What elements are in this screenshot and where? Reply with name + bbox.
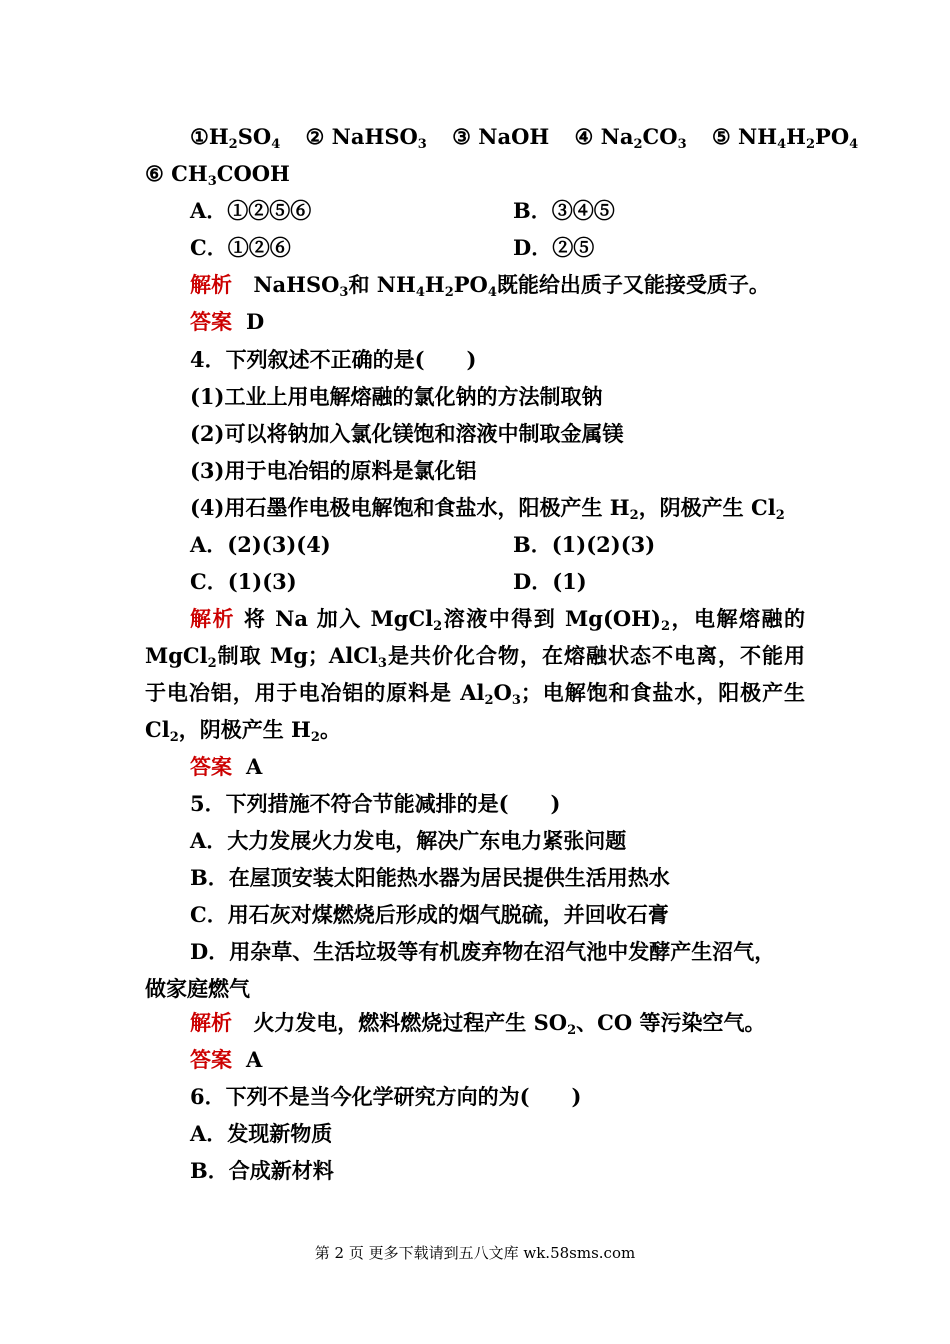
q5-option-d-line-1: D．用杂草、生活垃圾等有机废弃物在沼气池中发酵产生沼气，: [190, 939, 776, 964]
answer-label: 答案: [190, 754, 232, 779]
q4-option-b: B．(1)(2)(3): [513, 532, 656, 557]
q3-option-a: A．①②⑤⑥: [190, 198, 312, 223]
q5-option-b: B．在屋顶安装太阳能热水器为居民提供生活用热水: [190, 865, 670, 890]
q4-option-c: C．(1)(3): [190, 569, 297, 594]
q4-statement-4: (4)用石墨作电极电解饱和食盐水，阳极产生 $H_2$，阴极产生 $Cl_2$: [190, 495, 785, 523]
q5-option-d-line-2: 做家庭燃气: [145, 976, 250, 1001]
q3-analysis: 解析 NaHSO$_3$和 $NH_4H_2PO_4$既能给出质子又能接受质子。: [190, 272, 770, 300]
q3-answer: 答案 D: [190, 307, 264, 337]
q5-answer: 答案 A: [190, 1045, 262, 1075]
answer-label: 答案: [190, 309, 232, 334]
q5-option-c: C．用石灰对煤燃烧后形成的烟气脱硫，并回收石膏: [190, 902, 669, 927]
q6-stem: 6．下列不是当今化学研究方向的为( ): [190, 1084, 582, 1109]
q4-analysis-line-4: $Cl_2$，阴极产生 $H_2$。: [145, 717, 341, 745]
q4-option-d: D．(1): [513, 569, 587, 594]
q4-analysis-line-1: 解析 将 Na 加入 MgCl$_2$溶液中得到 $Mg(OH)_2$，电解熔融的: [190, 606, 806, 634]
answer-label: 答案: [190, 1047, 232, 1072]
q4-option-a: A．(2)(3)(4): [190, 532, 331, 557]
q5-analysis: 解析 火力发电，燃料燃烧过程产生 $SO_2$、CO 等污染空气。: [190, 1010, 766, 1038]
q6-option-b: B．合成新材料: [190, 1158, 334, 1183]
q5-option-a: A．大力发展火力发电，解决广东电力紧张问题: [190, 828, 627, 853]
q6-option-a: A．发现新物质: [190, 1121, 333, 1146]
q3-compounds-line-1: $①H_2SO_4$ ② NaHSO$_3$ ③ NaOH ④ $Na_2CO_3$ ⑤ $NH_4H_2PO_4$: [190, 124, 859, 152]
q4-statement-3: (3)用于电冶铝的原料是氯化铝: [190, 458, 477, 483]
q4-analysis-line-2: MgCl$_2$制取 Mg；AlCl$_3$是共价化合物，在熔融状态不电离，不能用: [145, 643, 806, 671]
analysis-label: 解析: [190, 606, 235, 631]
q4-analysis-line-3: 于电冶铝，用于电冶铝的原料是 $Al_2O_3$；电解饱和食盐水，阳极产生: [145, 680, 805, 708]
analysis-label: 解析: [190, 1010, 232, 1035]
q3-compounds-line-2: ⑥ $CH_3COOH$: [145, 161, 290, 189]
q4-answer: 答案 A: [190, 752, 262, 782]
q3-option-d: D．②⑤: [513, 235, 595, 260]
q4-statement-2: (2)可以将钠加入氯化镁饱和溶液中制取金属镁: [190, 421, 624, 446]
q3-option-c: C．①②⑥: [190, 235, 291, 260]
q5-stem: 5．下列措施不符合节能减排的是( ): [190, 791, 561, 816]
q3-option-b: B．③④⑤: [513, 198, 615, 223]
q4-statement-1: (1)工业上用电解熔融的氯化钠的方法制取钠: [190, 384, 603, 409]
analysis-label: 解析: [190, 272, 232, 297]
q4-stem: 4．下列叙述不正确的是( ): [190, 347, 477, 372]
page-footer: 第 2 页 更多下载请到五八文库 wk.58sms.com: [314, 1244, 636, 1262]
